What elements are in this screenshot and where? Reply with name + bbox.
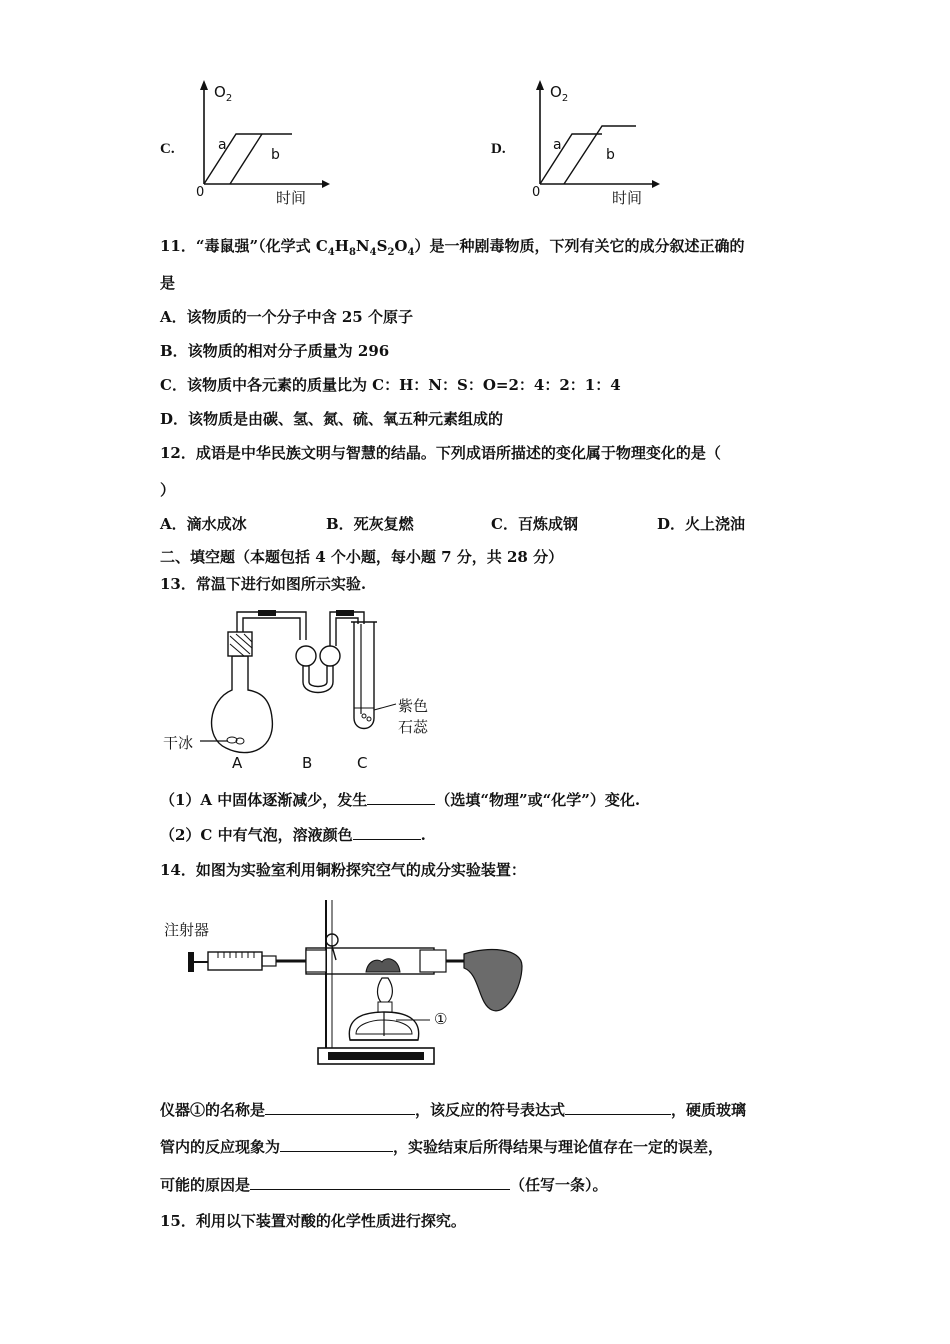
q13-part-1: （1）A 中固体逐渐减少，发生 （选填“物理”或“化学”）变化. <box>160 791 641 809</box>
line-b-label: b <box>271 147 280 163</box>
section-2-heading: 二、填空题（本题包括 4 个小题，每小题 7 分，共 28 分） <box>160 548 564 566</box>
answer-blank[interactable] <box>280 1137 393 1152</box>
line-a-label: a <box>553 137 562 153</box>
q14-line-3: 可能的原因是 （任写一条）。 <box>160 1176 608 1194</box>
syringe-label: 注射器 <box>164 921 210 939</box>
answer-blank[interactable] <box>250 1175 510 1190</box>
q14-apparatus-figure <box>160 890 540 1080</box>
q14-line-1: 仪器①的名称是 ，该反应的符号表达式 ，硬质玻璃 <box>160 1101 747 1119</box>
q14-stem: 14．如图为实验室利用铜粉探究空气的成分实验装置： <box>160 861 526 879</box>
q12-stem: 12．成语是中华民族文明与智慧的结晶。下列成语所描述的变化属于物理变化的是（ <box>160 444 721 462</box>
x-axis-label: 时间 <box>612 189 643 207</box>
answer-blank[interactable] <box>265 1100 415 1115</box>
origin-label: 0 <box>532 185 541 200</box>
fig-label-a: A <box>232 754 243 772</box>
fig-label-b: B <box>302 754 313 772</box>
q11-stem: 11．“毒鼠强”（化学式 $C_4H_8N_4S_2O_4$）是一种剧毒物质，下列有关它的成分叙述正确的 <box>160 237 745 258</box>
q14-line-2: 管内的反应现象为 ，实验结束后所得结果与理论值存在一定的误差， <box>160 1138 724 1156</box>
q12-option-b: B．死灰复燃 <box>326 515 414 533</box>
fig-label-c: C <box>357 754 368 772</box>
graph-d <box>526 80 666 210</box>
y-axis-label: $O_2$ <box>550 83 569 104</box>
litmus-label-1: 紫色 <box>398 697 429 715</box>
graph-c <box>190 80 330 210</box>
q13-stem: 13．常温下进行如图所示实验. <box>160 575 367 593</box>
q11-stem-cont: 是 <box>160 274 176 292</box>
answer-blank[interactable] <box>565 1100 671 1115</box>
x-axis-label: 时间 <box>276 189 307 207</box>
line-a <box>540 134 602 184</box>
q13-apparatus-figure <box>160 600 450 780</box>
litmus-label-2: 石蕊 <box>398 718 429 736</box>
q11-option-b: B．该物质的相对分子质量为 296 <box>160 342 390 360</box>
y-axis-label: $O_2$ <box>214 83 233 104</box>
q15-stem: 15．利用以下装置对酸的化学性质进行探究。 <box>160 1212 466 1230</box>
q12-option-c: C．百炼成钢 <box>491 515 578 533</box>
dry-ice-label: 干冰 <box>163 734 194 752</box>
option-c-label: C. <box>160 141 175 157</box>
q12-stem-cont: ） <box>160 481 176 499</box>
line-a-label: a <box>218 137 227 153</box>
q12-option-d: D．火上浇油 <box>657 515 746 533</box>
option-d-label: D. <box>491 141 506 157</box>
answer-blank[interactable] <box>353 825 421 840</box>
origin-label: 0 <box>196 185 205 200</box>
answer-blank[interactable] <box>367 790 435 805</box>
line-b <box>230 134 262 184</box>
q11-option-a: A．该物质的一个分子中含 25 个原子 <box>160 308 413 326</box>
q13-part-2: （2）C 中有气泡，溶液颜色 . <box>160 826 426 844</box>
instrument-1-marker: ① <box>434 1010 448 1028</box>
q11-option-d: D．该物质是由碳、氢、氮、硫、氧五种元素组成的 <box>160 410 504 428</box>
q12-option-a: A．滴水成冰 <box>160 515 247 533</box>
line-b-label: b <box>606 147 615 163</box>
q11-option-c: C．该物质中各元素的质量比为 C：H：N：S：O=2：4：2：1：4 <box>160 376 621 394</box>
